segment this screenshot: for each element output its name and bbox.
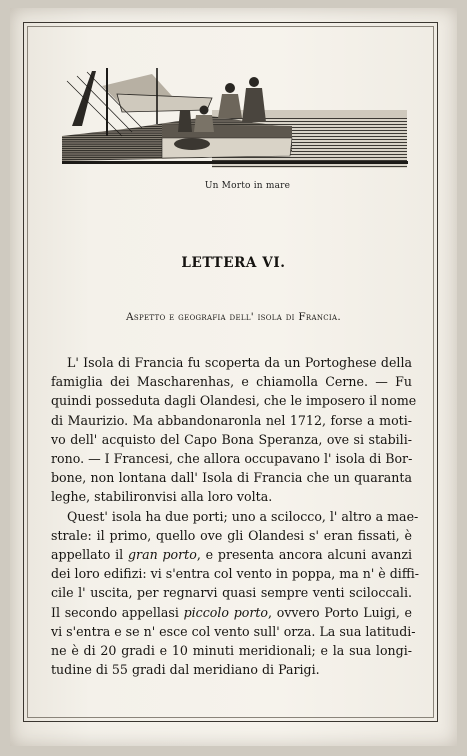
section-title: Aspetto e geografia dell' isola di Francia.	[125, 311, 341, 323]
text-line: leghe, stabilironvisi alla loro volta.	[51, 489, 273, 505]
text-line: L' Isola di Francia fu scoperta da un Portoghese della	[67, 355, 412, 370]
text-line: cile l' uscita, per regnarvi quasi sempre venti sciloccali.	[51, 585, 412, 601]
text-line: bone, non lontana dall' Isola di Francia che un quaranta	[51, 470, 412, 486]
engraving-illustration	[62, 66, 408, 176]
text-line: di Maurizio. Ma abbandonaronla nel 1712, forse a moti-	[51, 412, 412, 428]
text-line: vi s'entra e se n' esce col vento sull' orza. La sua latitudi-	[51, 623, 416, 639]
italic-term: gran porto	[127, 547, 197, 563]
paragraph-1	[51, 353, 417, 507]
text-line: Il secondo appellasi piccolo porto, ovvero Porto Luigi, e	[51, 604, 412, 620]
illustration-caption: Un Morto in mare	[204, 181, 291, 191]
text-line: quindi posseduta dagli Olandesi, che le imposero il nome	[51, 393, 417, 409]
body-text	[51, 353, 420, 679]
text-line: ne è di 20 gradi e 10 minuti meridionali; e la sua longi-	[51, 643, 412, 659]
paragraph-2	[51, 507, 420, 680]
text-line: strale: il primo, quello ove gli Olandesi s' eran fissati, è	[51, 527, 412, 543]
text-line: dei loro edifizi: vi s'entra col vento in poppa, ma n' è diffi-	[51, 566, 420, 582]
chapter-title: LETTERA VI.	[181, 255, 286, 271]
italic-term: piccolo porto	[183, 604, 269, 620]
text-line: Quest' isola ha due porti; uno a scilocco, l' altro a mae-	[67, 508, 419, 524]
text-line: tudine di 55 gradi dal meridiano di Parigi.	[51, 662, 320, 678]
text-line: rono. — I Francesi, che allora occupavano l' isola di Bor-	[51, 451, 413, 467]
text-line: vo dell' acquisto del Capo Bona Speranza, ove si stabili-	[51, 431, 412, 447]
text-line: famiglia dei Mascharenhas, e chiamolla Cerne. — Fu	[51, 374, 412, 390]
text-line: appellato il gran porto, e presenta ancora alcuni avanzi	[51, 547, 412, 563]
